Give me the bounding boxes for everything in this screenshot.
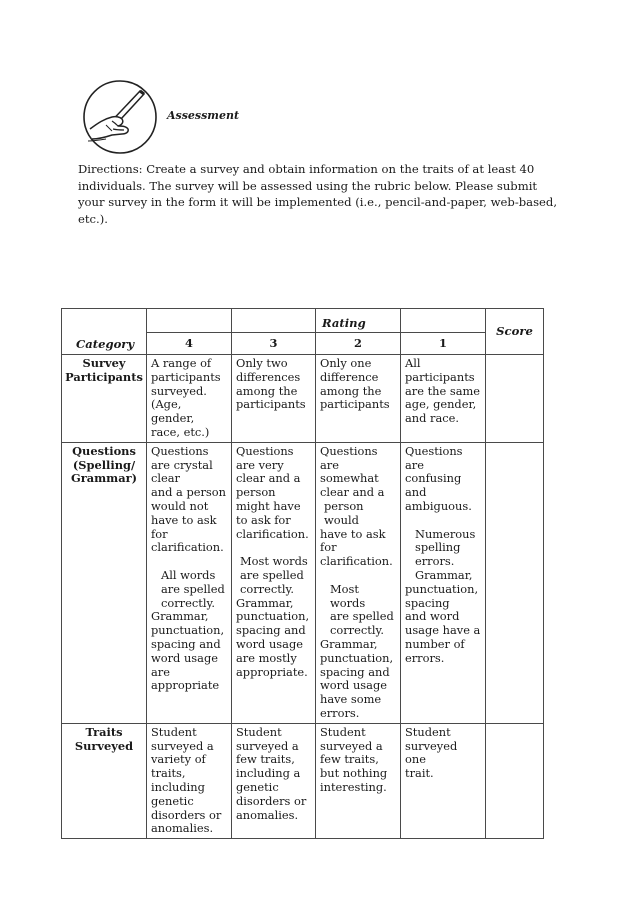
cell-line [405,514,481,528]
cell-line: errors. [415,554,455,569]
cell-line: Questions [320,443,378,458]
cell-line: Grammar, [320,636,378,651]
cell-line: traits, [151,766,186,781]
cell-line: among the [320,383,382,398]
header-blank-cell [147,309,232,333]
cell-line: have some [320,692,382,707]
level-header-3: 3 [232,333,316,355]
cell-line: Most words [330,581,366,610]
cell-line: are [151,664,170,679]
score-header: Score [486,309,544,355]
category-line: Traits [85,724,123,739]
rubric-cell [147,442,232,723]
cell-line: punctuation, [236,609,310,624]
cell-line: Questions [405,443,463,458]
cell-line: Only one [320,356,372,370]
cell-line: for [151,526,168,541]
category-header: Category [62,309,147,355]
cell-line: and word [405,609,460,624]
cell-line: word usage [151,650,218,665]
rubric-row [62,723,544,838]
rating-header: Rating [316,309,401,333]
cell-line: few traits, [320,752,379,767]
cell-line: correctly. [240,581,295,596]
cell-line: surveyed one [405,738,458,767]
score-cell[interactable] [486,355,544,443]
cell-line: All [405,356,421,370]
cell-line: appropriate [151,678,220,693]
cell-line: Grammar, [151,609,209,624]
cell-line: and a person [151,485,226,500]
cell-line: clear and a [236,471,301,486]
cell-line: have to ask [151,512,217,527]
cell-line: punctuation, [405,581,479,596]
cell-line: disorders or [236,793,307,808]
cell-line: errors. [405,650,445,665]
rubric-cell [316,442,401,723]
cell-line: (Age, gender, [151,397,195,426]
cell-line: A range of [151,356,212,370]
cell-line: interesting. [320,779,387,794]
cell-line: are the same [405,383,481,398]
category-cell [62,355,147,443]
cell-line: ambiguous. [405,498,472,513]
cell-line: would [324,512,359,527]
cell-line: errors. [320,705,360,720]
category-cell [62,442,147,723]
cell-line: number of [405,636,465,651]
cell-line: are spelled [161,581,225,596]
cell-line: usage have a [405,623,481,638]
level-header-1: 1 [401,333,486,355]
cell-line [236,541,311,555]
cell-line: differences [236,369,301,384]
cell-line: correctly. [330,623,385,638]
category-line: (Spelling/ [72,457,136,472]
cell-line: disorders or [151,807,222,822]
cell-line: race, etc.) [151,424,210,439]
cell-line: might have [236,498,301,513]
cell-line: have to ask [320,526,386,541]
cell-line: All words [161,567,216,582]
cell-line: surveyed. [151,383,207,398]
cell-line: anomalies. [151,821,214,836]
cell-line: few traits, [236,752,295,767]
cell-line: are spelled [240,567,304,582]
cell-line: Grammar, [415,567,473,582]
cell-line: but nothing [320,766,388,781]
cell-line: spelling [415,540,461,555]
cell-line: punctuation, [320,650,394,665]
cell-line: participants [320,397,390,412]
cell-line: participants [151,369,221,384]
hand-writing-icon [82,79,158,155]
cell-line: trait. [405,766,434,781]
cell-line [151,555,227,569]
cell-line [320,569,396,583]
rubric-row [62,355,544,443]
rubric-table [61,308,544,839]
cell-line: genetic [151,793,194,808]
level-header-4: 4 [147,333,232,355]
cell-line: are confusing [405,457,462,486]
cell-line: to ask for [236,512,291,527]
cell-line: Student [236,724,282,739]
cell-line: including a [236,766,301,781]
score-cell[interactable] [486,442,544,723]
category-line: Questions [72,443,136,458]
cell-line: somewhat [320,471,379,486]
cell-line: Questions [236,443,294,458]
cell-line: appropriate. [236,664,308,679]
cell-line: surveyed a [320,738,383,753]
category-line: Surveyed [74,738,134,753]
cell-line: Student [405,724,451,739]
cell-line: Numerous [415,526,476,541]
cell-line: Student [320,724,366,739]
cell-line: word usage [320,678,387,693]
cell-line: are crystal [151,457,213,472]
cell-line: anomalies. [236,807,299,822]
header-blank-cell [401,309,486,333]
rubric-cell [401,723,486,838]
rubric-row [62,442,544,723]
cell-line: genetic [236,779,279,794]
cell-line: Questions [151,443,209,458]
rubric-cell [401,355,486,443]
cell-line: Grammar, [236,595,294,610]
cell-line: are spelled [330,609,394,624]
rubric-cell [232,355,316,443]
cell-line: correctly. [161,595,216,610]
cell-line: participants [405,369,475,384]
cell-line: age, gender, [405,397,477,412]
category-cell [62,723,147,838]
cell-line: participants [236,397,306,412]
score-cell[interactable] [486,723,544,838]
cell-line: and [405,485,427,500]
cell-line: difference [320,369,379,384]
cell-line: punctuation, [151,623,225,638]
rubric-cell [147,723,232,838]
cell-line: surveyed a [236,738,299,753]
cell-line: and race. [405,411,460,426]
cell-line: surveyed a [151,738,214,753]
cell-line: spacing [405,595,450,610]
cell-line: Most words [240,554,308,569]
cell-line: are [320,457,339,472]
cell-line: person [324,498,364,513]
cell-line: spacing and [151,636,221,651]
cell-line: clarification. [320,554,393,569]
directions-text: Directions: Create a survey and obtain information on the traits of at least 40 individuals. The survey will be assessed using the rubric below. Please submit your survey in the form it will be implemented (i.e., pencil-and-paper, web-based, etc.). [78,162,558,226]
rubric-cell [316,723,401,838]
cell-line: are very [236,457,284,472]
cell-line: spacing and [236,623,306,638]
category-line: Participants [65,369,143,384]
cell-line: word usage [236,636,303,651]
rubric-cell [232,442,316,723]
rubric-cell [232,723,316,838]
cell-line: would not [151,498,209,513]
cell-line: clarification. [236,526,309,541]
rubric-cell [147,355,232,443]
cell-line: Only two [236,356,288,370]
rubric-cell [316,355,401,443]
cell-line: Student [151,724,197,739]
cell-line: among the [236,383,298,398]
header-blank-cell [232,309,316,333]
cell-line: are mostly [236,650,297,665]
rubric-cell [401,442,486,723]
level-header-2: 2 [316,333,401,355]
cell-line: clear and a [320,485,385,500]
category-line: Survey [82,356,126,370]
cell-line: person [236,485,276,500]
cell-line: variety of [151,752,206,767]
cell-line: including [151,779,205,794]
cell-line: clear [151,471,180,486]
cell-line: spacing and [320,664,390,679]
category-line: Grammar) [71,471,137,486]
rubric-body [62,355,544,839]
page-title: Assessment [167,109,240,122]
cell-line: for [320,540,337,555]
cell-line: clarification. [151,540,224,555]
